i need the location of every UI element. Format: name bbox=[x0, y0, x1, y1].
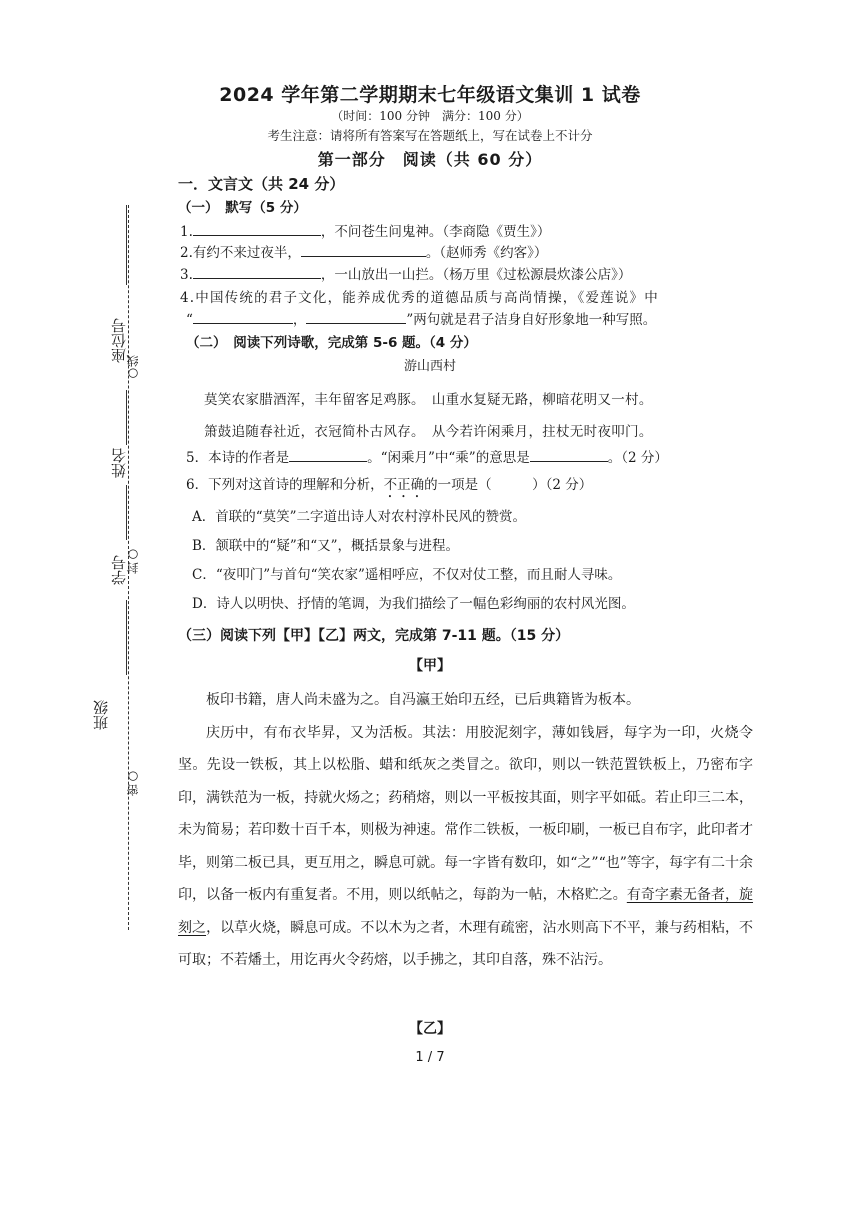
page-number: 1 / 7 bbox=[415, 1050, 445, 1065]
passage-paragraph-2: 庆历中，有布衣毕昇，又为活板。其法：用胶泥刻字，薄如钱唇，每字为一印，火烧令坚。先设一铁板，其上以松脂、蜡和纸灰之类冒之。欲印，则以一铁范置铁板上，乃密布字印，满铁范为一板，持就火炀之；药稍熔，则以一平板按其面，则字平如砥。若止印三二本，未为简易；若印数十百千本，则极为神速。常作二铁板，一板印刷，一板已自布字，此印者才毕，则第二板已具，更互用之，瞬息可就。每一字皆有数印，如“之”“也”等字，每字有二十余印，以备一板内有重复者。不用，则以纸帖之，每韵为一帖，木格贮之。有奇字素无备者，旋刻之，以草火烧，瞬息可成。不以木为之者，木理有疏密，沾水则高下不平，兼与药相粘，不可取；不若燔土，用讫再火令药熔，以手拂之，其印自落，殊不沾污。 bbox=[178, 724, 754, 968]
option-b: B．颔联中的“疑”和“又”，概括景象与进程。 bbox=[192, 538, 460, 554]
poem-line-1: 莫笑农家腊酒浑，丰年留客足鸡豚。 山重水复疑无路，柳暗花明又一村。 bbox=[204, 392, 653, 408]
section-heading: 一．文言文（共 24 分） bbox=[178, 175, 345, 193]
question-4-line1: 4.中国传统的君子文化，能养成优秀的道德品质与高尚情操，《爱莲说》中 bbox=[180, 290, 659, 306]
label-yi: 【乙】 bbox=[409, 1021, 451, 1037]
question-5: 5．本诗的作者是 。“闲乘月”中“乘”的意思是 。（2 分） bbox=[186, 446, 668, 466]
sub1-heading: （一） 默写（5 分） bbox=[178, 200, 307, 216]
label-jia: 【甲】 bbox=[409, 658, 451, 674]
student-number-label: 学号 bbox=[110, 555, 128, 585]
secret-mark: 密○ bbox=[126, 770, 140, 796]
answer-blank bbox=[289, 447, 367, 462]
exam-meta: （时间：100 分钟 满分：100 分） bbox=[331, 109, 529, 123]
seat-fill-line bbox=[126, 205, 127, 285]
part-heading: 第一部分 阅读（共 60 分） bbox=[317, 150, 543, 169]
answer-blank bbox=[530, 447, 608, 462]
question-2: 2.有约不来过夜半， 。（赵师秀《约客》） bbox=[180, 241, 547, 261]
answer-blank bbox=[306, 309, 406, 324]
name-label: 姓名 bbox=[110, 448, 128, 478]
exam-notice: 考生注意：请将所有答案写在答题纸上，写在试卷上不计分 bbox=[267, 128, 593, 143]
passage-jia bbox=[178, 684, 753, 977]
answer-blank bbox=[193, 221, 321, 236]
question-4-line2: “ ， ”两句就是君子洁身自好形象地一种写照。 bbox=[186, 308, 656, 328]
student-no-fill-line bbox=[126, 485, 127, 540]
name-fill-line bbox=[126, 390, 127, 445]
poem-line-2: 箫鼓追随春社近，衣冠简朴古风存。 从今若许闲乘月，拄杖无时夜叩门。 bbox=[204, 424, 653, 440]
question-6: 6．下列对这首诗的理解和分析，不正确的一项是（ ）（2 分） bbox=[186, 477, 593, 493]
seal-mark: 封○ bbox=[126, 548, 140, 574]
answer-blank bbox=[193, 309, 293, 324]
option-d: D．诗人以明快、抒情的笔调，为我们描绘了一幅色彩绚丽的农村风光图。 bbox=[192, 596, 635, 612]
class-label: 班级 bbox=[92, 700, 110, 730]
exam-title: 2024 学年第二学期期末七年级语文集训 1 试卷 bbox=[219, 84, 641, 106]
sub2-heading: （二） 阅读下列诗歌，完成第 5-6 题。（4 分） bbox=[186, 335, 477, 351]
answer-blank bbox=[193, 264, 321, 279]
question-1: 1. ，不问苍生问鬼神。（李商隐《贾生》） bbox=[180, 220, 550, 240]
question-3: 3. ，一山放出一山拦。（杨万里《过松源晨炊漆公店》） bbox=[180, 263, 631, 283]
poem-title: 游山西村 bbox=[403, 359, 456, 374]
passage-paragraph-1: 板印书籍，唐人尚未盛为之。自冯瀛王始印五经，已后典籍皆为板本。 bbox=[206, 692, 640, 708]
seat-number-label: 座位号 bbox=[110, 318, 128, 363]
option-a: A．首联的“莫笑”二字道出诗人对农村淳朴民风的赞赏。 bbox=[192, 509, 527, 525]
option-c: C．“夜叩门”与首句“笑农家”遥相呼应，不仅对仗工整，而且耐人寻味。 bbox=[192, 567, 622, 583]
underlined-sentence: 有奇字素无备者，旋刻之 bbox=[178, 887, 754, 936]
line-mark: ○线 bbox=[126, 355, 140, 381]
answer-blank bbox=[301, 242, 426, 257]
sub3-heading: （三）阅读下列【甲】【乙】两文，完成第 7-11 题。（15 分） bbox=[178, 628, 570, 644]
